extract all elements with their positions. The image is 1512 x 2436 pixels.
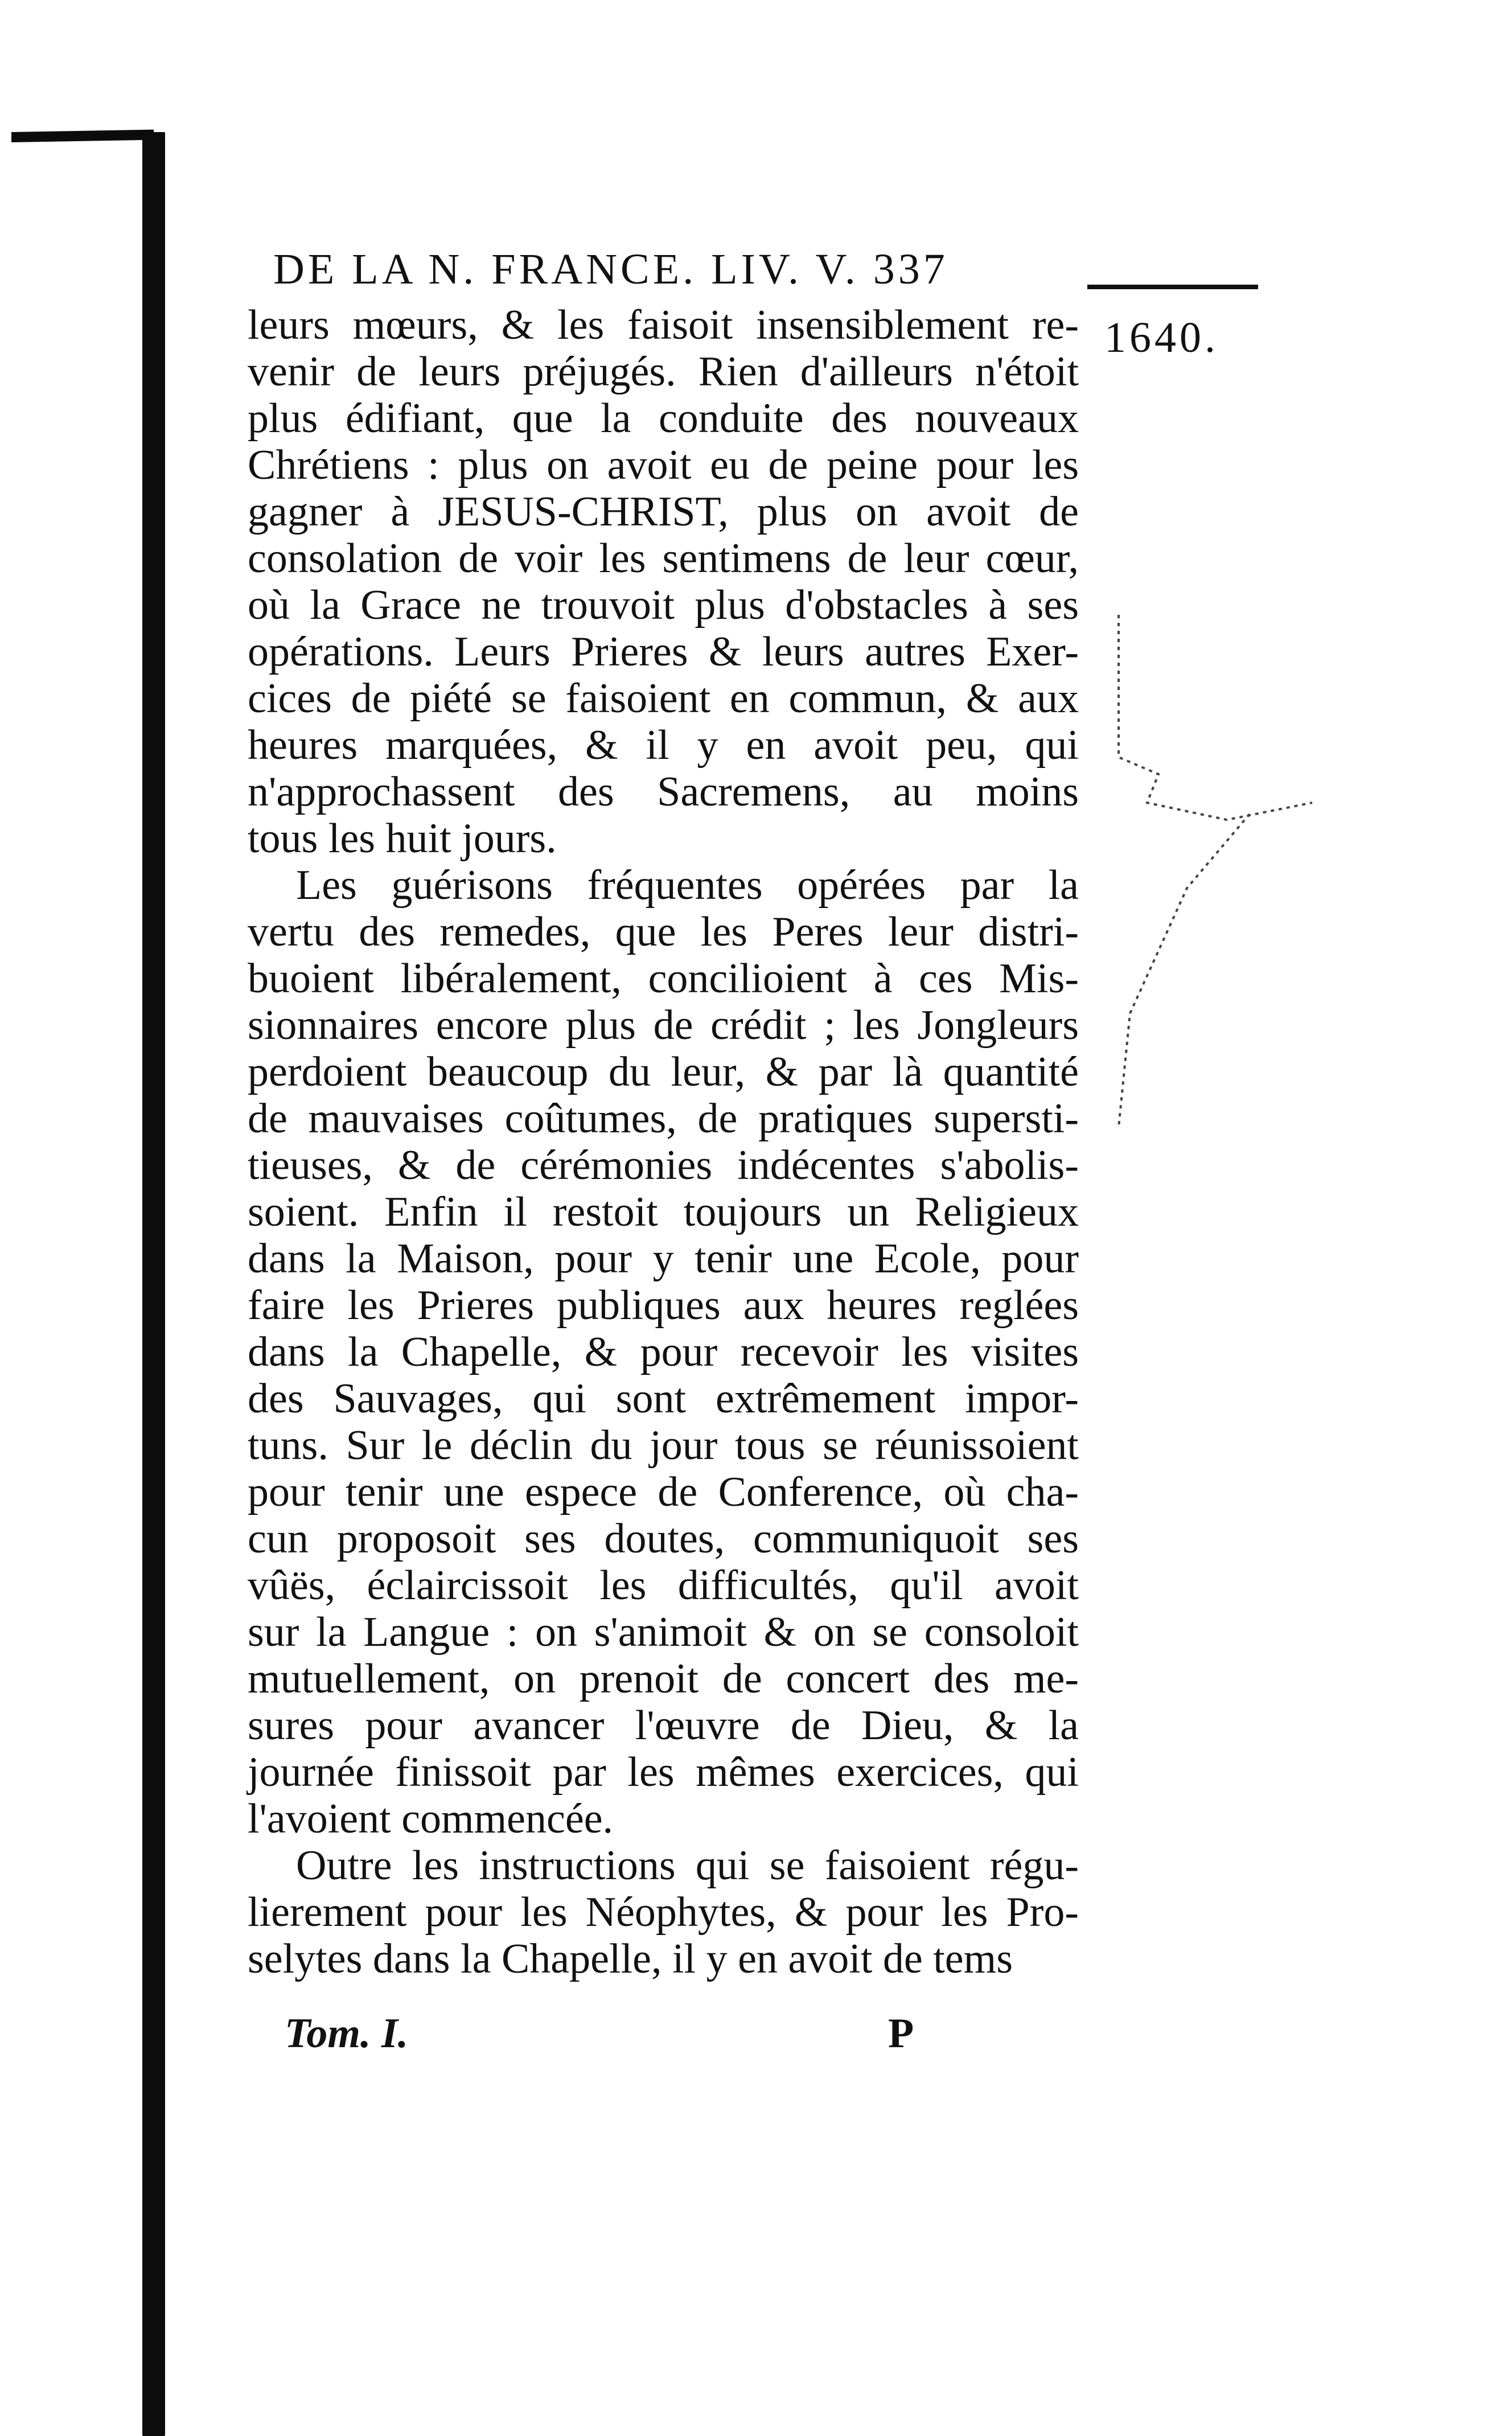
- text-line: dans la Chapelle, & pour recevoir les visites: [248, 1329, 1079, 1375]
- text-line: journée finissoit par les mêmes exercices, qui: [248, 1749, 1079, 1796]
- text-line: heures marquées, & il y en avoit peu, qui: [248, 722, 1079, 769]
- signature-mark: P: [888, 2010, 914, 2057]
- text-line: sures pour avancer l'œuvre de Dieu, & la: [248, 1702, 1079, 1749]
- binding-edge-top: [11, 130, 154, 142]
- text-line: Chrétiens : plus on avoit eu de peine pour les: [248, 442, 1079, 488]
- text-line: cun proposoit ses doutes, communiquoit ses: [248, 1515, 1079, 1562]
- margin-year: 1640.: [1104, 314, 1219, 362]
- text-line: n'approchassent des Sacremens, au moins: [248, 769, 1079, 815]
- text-line: Les guérisons fréquentes opérées par la: [296, 862, 1079, 909]
- text-line: soient. Enfin il restoit toujours un Religieux: [248, 1189, 1079, 1235]
- text-line: perdoient beaucoup du leur, & par là quantité: [248, 1049, 1079, 1095]
- text-line: dans la Maison, pour y tenir une Ecole, pour: [248, 1235, 1079, 1282]
- text-line: vûës, éclaircissoit les difficultés, qu'il avoit: [248, 1562, 1079, 1609]
- text-line: cices de piété se faisoient en commun, & aux: [248, 675, 1079, 722]
- margin-rule: [1087, 285, 1258, 289]
- text-line: opérations. Leurs Prieres & leurs autres Exer-: [248, 628, 1079, 675]
- text-line: mutuellement, on prenoit de concert des me-: [248, 1656, 1079, 1702]
- text-line: plus édifiant, que la conduite des nouveaux: [248, 395, 1079, 442]
- running-head: DE LA N. FRANCE. LIV. V. 337: [273, 245, 948, 293]
- text-line: venir de leurs préjugés. Rien d'ailleurs n'étoit: [248, 348, 1079, 395]
- text-line: vertu des remedes, que les Peres leur distri-: [248, 909, 1079, 955]
- margin-bracket-mark: [1113, 615, 1380, 1184]
- text-line: consolation de voir les sentimens de leur cœur,: [248, 535, 1079, 582]
- text-line: tieuses, & de cérémonies indécentes s'abolis-: [248, 1142, 1079, 1189]
- page-footer: [285, 2010, 968, 2058]
- text-line: l'avoient commencée.: [248, 1796, 614, 1842]
- text-line: tous les huit jours.: [248, 815, 557, 862]
- text-line: leurs mœurs, & les faisoit insensiblement re-: [248, 302, 1079, 348]
- text-line: des Sauvages, qui sont extrêmement impor-: [248, 1375, 1079, 1422]
- text-line: lierement pour les Néophytes, & pour les Pro-: [248, 1889, 1079, 1936]
- text-line: buoient libéralement, concilioient à ces Mis-: [248, 955, 1079, 1002]
- text-line: selytes dans la Chapelle, il y en avoit de tems: [248, 1936, 1013, 1982]
- text-line: où la Grace ne trouvoit plus d'obstacles à ses: [248, 582, 1079, 628]
- text-line: tuns. Sur le déclin du jour tous se réunissoient: [248, 1422, 1079, 1469]
- text-line: de mauvaises coûtumes, de pratiques supersti-: [248, 1095, 1079, 1142]
- text-line: pour tenir une espece de Conference, où cha-: [248, 1469, 1079, 1515]
- body-text: [248, 302, 1079, 1982]
- tome-label: Tom. I.: [285, 2010, 409, 2057]
- binding-edge: [142, 132, 165, 2436]
- text-line: sionnaires encore plus de crédit ; les Jongleurs: [248, 1002, 1079, 1049]
- text-line: gagner à JESUS-CHRIST, plus on avoit de: [248, 488, 1079, 535]
- text-line: faire les Prieres publiques aux heures reglées: [248, 1282, 1079, 1329]
- text-line: Outre les instructions qui se faisoient régu-: [296, 1842, 1079, 1889]
- text-line: sur la Langue : on s'animoit & on se consoloit: [248, 1609, 1079, 1656]
